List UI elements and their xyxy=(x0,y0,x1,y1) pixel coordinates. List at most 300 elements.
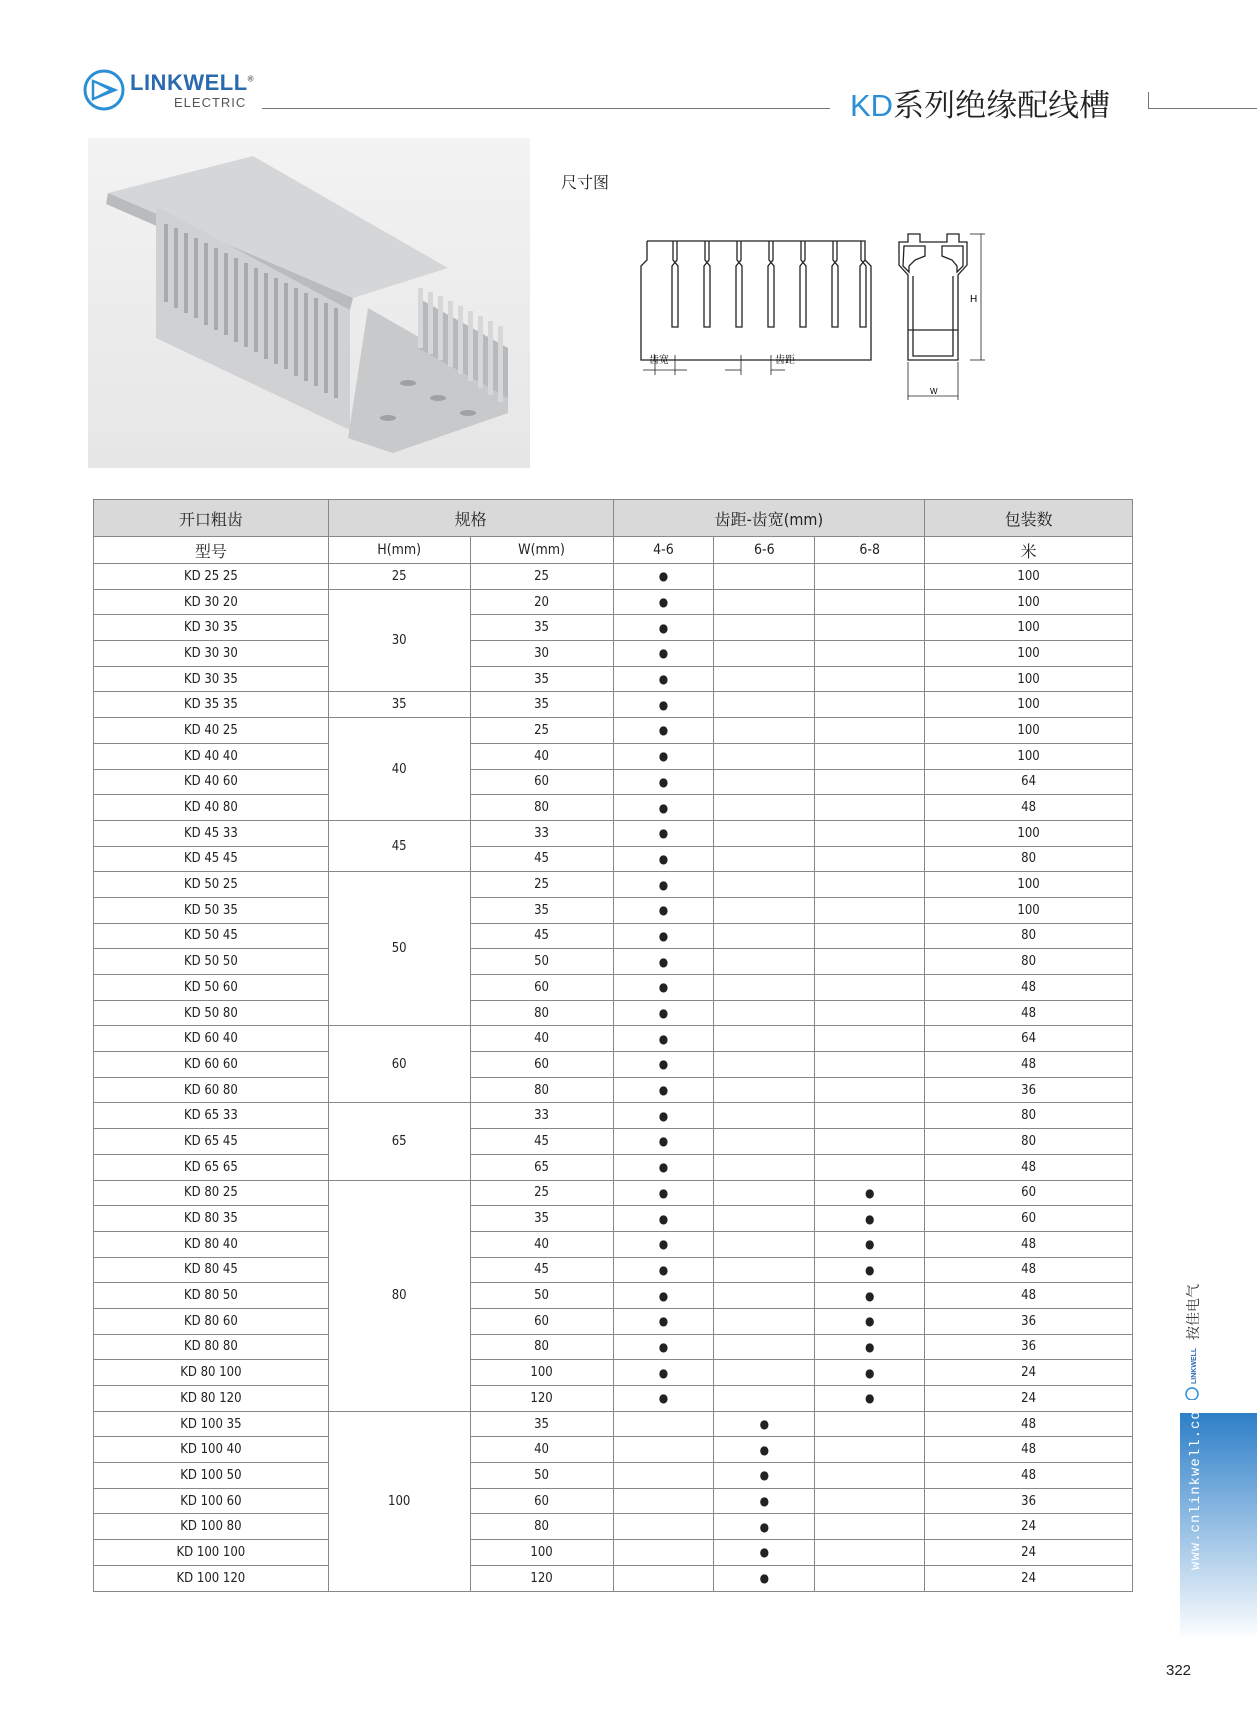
pitch-mark-cell xyxy=(714,1154,815,1180)
packing-qty-cell: 48 xyxy=(925,1463,1133,1489)
pitch-mark-cell: ● xyxy=(613,923,714,949)
pitch-mark-cell xyxy=(815,743,925,769)
model-cell: KD 60 80 xyxy=(94,1077,329,1103)
table-row xyxy=(94,923,1133,949)
pitch-mark-cell xyxy=(714,1360,815,1386)
pitch-mark-cell xyxy=(815,1437,925,1463)
packing-qty-cell: 80 xyxy=(925,1129,1133,1155)
col-width: W(mm) xyxy=(470,537,613,564)
pitch-mark-cell xyxy=(613,1514,714,1540)
height-cell: 35 xyxy=(328,692,470,718)
width-cell: 60 xyxy=(470,1308,613,1334)
header-rule-right xyxy=(1148,108,1257,109)
pitch-mark-cell: ● xyxy=(613,795,714,821)
model-cell: KD 35 35 xyxy=(94,692,329,718)
pitch-mark-cell: ● xyxy=(613,897,714,923)
col-meters: 米 xyxy=(925,537,1133,564)
width-cell: 30 xyxy=(470,641,613,667)
pitch-mark-cell: ● xyxy=(613,1283,714,1309)
model-cell: KD 30 35 xyxy=(94,666,329,692)
pitch-mark-cell: ● xyxy=(815,1257,925,1283)
website-url[interactable]: www.cnlinkwell.com xyxy=(1188,1400,1204,1570)
pitch-mark-cell: ● xyxy=(714,1540,815,1566)
height-cell: 65 xyxy=(328,1103,470,1180)
height-cell: 45 xyxy=(328,820,470,871)
pitch-mark-cell: ● xyxy=(714,1565,815,1591)
model-cell: KD 50 50 xyxy=(94,949,329,975)
pitch-mark-cell: ● xyxy=(815,1386,925,1412)
model-cell: KD 65 33 xyxy=(94,1103,329,1129)
width-cell: 25 xyxy=(470,564,613,590)
packing-qty-cell: 48 xyxy=(925,1154,1133,1180)
pitch-mark-cell: ● xyxy=(613,1154,714,1180)
pitch-mark-cell xyxy=(815,718,925,744)
width-cell: 33 xyxy=(470,820,613,846)
pitch-mark-cell xyxy=(815,872,925,898)
packing-qty-cell: 48 xyxy=(925,1231,1133,1257)
width-cell: 35 xyxy=(470,1411,613,1437)
width-cell: 100 xyxy=(470,1540,613,1566)
model-cell: KD 45 33 xyxy=(94,820,329,846)
pitch-mark-cell xyxy=(815,1000,925,1026)
pitch-mark-cell: ● xyxy=(613,975,714,1001)
table-row xyxy=(94,1360,1133,1386)
pitch-mark-cell xyxy=(815,1154,925,1180)
width-label: W xyxy=(930,387,938,396)
table-row xyxy=(94,1540,1133,1566)
spec-table xyxy=(93,499,1133,1592)
width-cell: 40 xyxy=(470,1231,613,1257)
table-row xyxy=(94,897,1133,923)
model-cell: KD 50 35 xyxy=(94,897,329,923)
width-cell: 65 xyxy=(470,1154,613,1180)
pitch-mark-cell: ● xyxy=(613,615,714,641)
pitch-mark-cell xyxy=(714,718,815,744)
table-row xyxy=(94,1206,1133,1232)
model-cell: KD 80 25 xyxy=(94,1180,329,1206)
pitch-mark-cell xyxy=(714,589,815,615)
model-cell: KD 80 60 xyxy=(94,1308,329,1334)
pitch-mark-cell: ● xyxy=(613,1000,714,1026)
pitch-mark-cell xyxy=(714,1129,815,1155)
table-row xyxy=(94,1231,1133,1257)
pitch-mark-cell: ● xyxy=(613,692,714,718)
pitch-mark-cell xyxy=(815,1411,925,1437)
pitch-mark-cell xyxy=(714,872,815,898)
packing-qty-cell: 64 xyxy=(925,1026,1133,1052)
model-cell: KD 100 120 xyxy=(94,1565,329,1591)
pitch-mark-cell xyxy=(714,1308,815,1334)
pitch-mark-cell xyxy=(815,1103,925,1129)
table-row xyxy=(94,1052,1133,1078)
pitch-mark-cell xyxy=(714,769,815,795)
table-row xyxy=(94,615,1133,641)
pitch-mark-cell xyxy=(815,846,925,872)
model-cell: KD 50 80 xyxy=(94,1000,329,1026)
pitch-mark-cell xyxy=(815,1565,925,1591)
width-cell: 20 xyxy=(470,589,613,615)
table-row xyxy=(94,1514,1133,1540)
pitch-mark-cell: ● xyxy=(613,1308,714,1334)
model-cell: KD 65 65 xyxy=(94,1154,329,1180)
pitch-mark-cell xyxy=(714,1386,815,1412)
width-cell: 40 xyxy=(470,743,613,769)
pitch-mark-cell xyxy=(714,641,815,667)
width-cell: 80 xyxy=(470,1334,613,1360)
pitch-mark-cell xyxy=(714,564,815,590)
table-row xyxy=(94,1411,1133,1437)
pitch-mark-cell: ● xyxy=(613,1360,714,1386)
width-cell: 50 xyxy=(470,1463,613,1489)
model-cell: KD 30 20 xyxy=(94,589,329,615)
pitch-mark-cell xyxy=(815,795,925,821)
table-row xyxy=(94,1565,1133,1591)
pitch-mark-cell: ● xyxy=(815,1206,925,1232)
pitch-mark-cell xyxy=(714,975,815,1001)
pitch-mark-cell xyxy=(714,1283,815,1309)
pitch-mark-cell: ● xyxy=(613,1052,714,1078)
pitch-mark-cell: ● xyxy=(613,1257,714,1283)
packing-qty-cell: 24 xyxy=(925,1386,1133,1412)
col-group-spec: 规格 xyxy=(328,500,613,537)
height-cell: 25 xyxy=(328,564,470,590)
model-cell: KD 80 120 xyxy=(94,1386,329,1412)
model-cell: KD 25 25 xyxy=(94,564,329,590)
height-cell: 40 xyxy=(328,718,470,821)
pitch-mark-cell xyxy=(714,1206,815,1232)
width-cell: 35 xyxy=(470,692,613,718)
model-cell: KD 80 100 xyxy=(94,1360,329,1386)
pitch-mark-cell xyxy=(815,769,925,795)
model-cell: KD 100 100 xyxy=(94,1540,329,1566)
pitch-mark-cell xyxy=(815,923,925,949)
pitch-mark-cell: ● xyxy=(613,769,714,795)
pitch-mark-cell: ● xyxy=(714,1514,815,1540)
width-cell: 120 xyxy=(470,1565,613,1591)
height-cell: 60 xyxy=(328,1026,470,1103)
tooth-width-label: 齿宽 xyxy=(649,355,669,366)
packing-qty-cell: 60 xyxy=(925,1206,1133,1232)
model-cell: KD 50 25 xyxy=(94,872,329,898)
pitch-mark-cell: ● xyxy=(815,1231,925,1257)
packing-qty-cell: 36 xyxy=(925,1334,1133,1360)
model-cell: KD 100 40 xyxy=(94,1437,329,1463)
pitch-mark-cell: ● xyxy=(613,1231,714,1257)
table-row xyxy=(94,1026,1133,1052)
model-cell: KD 40 60 xyxy=(94,769,329,795)
table-row xyxy=(94,846,1133,872)
packing-qty-cell: 48 xyxy=(925,975,1133,1001)
page-number: 322 xyxy=(1166,1662,1192,1679)
pitch-mark-cell xyxy=(815,1077,925,1103)
model-cell: KD 50 45 xyxy=(94,923,329,949)
width-cell: 50 xyxy=(470,949,613,975)
table-row xyxy=(94,641,1133,667)
width-cell: 45 xyxy=(470,1129,613,1155)
table-row xyxy=(94,589,1133,615)
model-cell: KD 30 30 xyxy=(94,641,329,667)
width-cell: 60 xyxy=(470,769,613,795)
brand-name: LINKWELL® xyxy=(130,70,255,95)
width-cell: 80 xyxy=(470,795,613,821)
pitch-mark-cell xyxy=(714,1077,815,1103)
packing-qty-cell: 48 xyxy=(925,1052,1133,1078)
pitch-mark-cell xyxy=(815,589,925,615)
packing-qty-cell: 80 xyxy=(925,923,1133,949)
pitch-mark-cell xyxy=(714,846,815,872)
packing-qty-cell: 100 xyxy=(925,820,1133,846)
pitch-mark-cell xyxy=(815,1488,925,1514)
width-cell: 45 xyxy=(470,923,613,949)
brand-logo xyxy=(82,68,262,114)
packing-qty-cell: 100 xyxy=(925,897,1133,923)
col-model: 型号 xyxy=(94,537,329,564)
model-cell: KD 40 25 xyxy=(94,718,329,744)
height-cell: 100 xyxy=(328,1411,470,1591)
packing-qty-cell: 100 xyxy=(925,718,1133,744)
packing-qty-cell: 80 xyxy=(925,1103,1133,1129)
pitch-mark-cell: ● xyxy=(613,949,714,975)
table-row xyxy=(94,769,1133,795)
model-cell: KD 40 40 xyxy=(94,743,329,769)
width-cell: 35 xyxy=(470,666,613,692)
side-brand-cn: 按佳电气 xyxy=(1186,1284,1202,1340)
height-cell: 80 xyxy=(328,1180,470,1411)
packing-qty-cell: 48 xyxy=(925,1283,1133,1309)
table-row xyxy=(94,1077,1133,1103)
pitch-mark-cell: ● xyxy=(714,1463,815,1489)
table-row xyxy=(94,1129,1133,1155)
table-row xyxy=(94,692,1133,718)
col-group-pitch: 齿距-齿宽(mm) xyxy=(613,500,925,537)
pitch-mark-cell: ● xyxy=(613,718,714,744)
pitch-mark-cell: ● xyxy=(613,589,714,615)
model-cell: KD 40 80 xyxy=(94,795,329,821)
model-cell: KD 80 35 xyxy=(94,1206,329,1232)
width-cell: 60 xyxy=(470,1488,613,1514)
pitch-mark-cell xyxy=(815,975,925,1001)
table-row xyxy=(94,872,1133,898)
width-cell: 25 xyxy=(470,1180,613,1206)
pitch-mark-cell xyxy=(714,1052,815,1078)
model-cell: KD 80 40 xyxy=(94,1231,329,1257)
packing-qty-cell: 36 xyxy=(925,1488,1133,1514)
pitch-mark-cell xyxy=(613,1463,714,1489)
table-row xyxy=(94,1463,1133,1489)
table-row xyxy=(94,975,1133,1001)
brand-subtitle: ELECTRIC xyxy=(174,95,247,110)
table-header-group-row xyxy=(94,500,1133,537)
pitch-mark-cell xyxy=(815,949,925,975)
model-cell: KD 80 50 xyxy=(94,1283,329,1309)
pitch-mark-cell xyxy=(815,641,925,667)
packing-qty-cell: 24 xyxy=(925,1565,1133,1591)
pitch-mark-cell xyxy=(815,1052,925,1078)
table-row xyxy=(94,1308,1133,1334)
pitch-mark-cell xyxy=(613,1437,714,1463)
pitch-mark-cell xyxy=(714,1231,815,1257)
pitch-mark-cell: ● xyxy=(613,1386,714,1412)
col-pitch-4-6: 4-6 xyxy=(613,537,714,564)
table-row xyxy=(94,666,1133,692)
page-title xyxy=(850,80,1110,125)
pitch-mark-cell xyxy=(815,820,925,846)
pitch-mark-cell: ● xyxy=(613,872,714,898)
width-cell: 60 xyxy=(470,1052,613,1078)
table-row xyxy=(94,1180,1133,1206)
packing-qty-cell: 80 xyxy=(925,949,1133,975)
pitch-mark-cell xyxy=(815,1463,925,1489)
pitch-mark-cell: ● xyxy=(815,1334,925,1360)
table-row xyxy=(94,949,1133,975)
width-cell: 40 xyxy=(470,1026,613,1052)
pitch-mark-cell xyxy=(714,666,815,692)
packing-qty-cell: 100 xyxy=(925,692,1133,718)
table-row xyxy=(94,1257,1133,1283)
width-cell: 60 xyxy=(470,975,613,1001)
tooth-pitch-label: 齿距 xyxy=(775,355,795,366)
width-cell: 40 xyxy=(470,1437,613,1463)
packing-qty-cell: 100 xyxy=(925,641,1133,667)
spec-table-body xyxy=(94,564,1133,1592)
pitch-mark-cell xyxy=(815,666,925,692)
pitch-mark-cell xyxy=(714,949,815,975)
pitch-mark-cell xyxy=(613,1411,714,1437)
table-row xyxy=(94,1000,1133,1026)
pitch-mark-cell xyxy=(714,692,815,718)
width-cell: 50 xyxy=(470,1283,613,1309)
table-row xyxy=(94,1154,1133,1180)
width-cell: 25 xyxy=(470,872,613,898)
width-cell: 120 xyxy=(470,1386,613,1412)
col-group-opening: 开口粗齿 xyxy=(94,500,329,537)
pitch-mark-cell: ● xyxy=(613,564,714,590)
packing-qty-cell: 100 xyxy=(925,564,1133,590)
model-cell: KD 100 50 xyxy=(94,1463,329,1489)
packing-qty-cell: 24 xyxy=(925,1514,1133,1540)
packing-qty-cell: 100 xyxy=(925,589,1133,615)
height-cell: 30 xyxy=(328,589,470,692)
table-row xyxy=(94,820,1133,846)
pitch-mark-cell xyxy=(714,1026,815,1052)
pitch-mark-cell xyxy=(815,564,925,590)
pitch-mark-cell: ● xyxy=(613,1206,714,1232)
pitch-mark-cell xyxy=(815,615,925,641)
table-row xyxy=(94,1386,1133,1412)
packing-qty-cell: 64 xyxy=(925,769,1133,795)
packing-qty-cell: 36 xyxy=(925,1308,1133,1334)
title-bracket xyxy=(1148,92,1149,109)
width-cell: 80 xyxy=(470,1077,613,1103)
pitch-mark-cell xyxy=(714,743,815,769)
header-rule-left xyxy=(262,108,830,109)
pitch-mark-cell xyxy=(815,1514,925,1540)
width-cell: 80 xyxy=(470,1514,613,1540)
col-group-packing: 包装数 xyxy=(925,500,1133,537)
dimension-diagram xyxy=(625,230,1070,445)
model-cell: KD 100 35 xyxy=(94,1411,329,1437)
model-cell: KD 30 35 xyxy=(94,615,329,641)
table-row xyxy=(94,1103,1133,1129)
packing-qty-cell: 48 xyxy=(925,795,1133,821)
packing-qty-cell: 48 xyxy=(925,1437,1133,1463)
pitch-mark-cell: ● xyxy=(815,1360,925,1386)
pitch-mark-cell: ● xyxy=(613,1103,714,1129)
pitch-mark-cell xyxy=(714,1000,815,1026)
model-cell: KD 50 60 xyxy=(94,975,329,1001)
table-header-row xyxy=(94,537,1133,564)
side-brand-latin: LINKWELL xyxy=(1191,1347,1198,1384)
model-cell: KD 80 80 xyxy=(94,1334,329,1360)
height-label: H xyxy=(970,294,978,305)
series-code: KD xyxy=(850,88,894,123)
table-row xyxy=(94,1334,1133,1360)
width-cell: 100 xyxy=(470,1360,613,1386)
series-title-text: 系列绝缘配线槽 xyxy=(893,88,1111,124)
packing-qty-cell: 100 xyxy=(925,743,1133,769)
model-cell: KD 60 60 xyxy=(94,1052,329,1078)
pitch-mark-cell: ● xyxy=(815,1308,925,1334)
width-cell: 45 xyxy=(470,846,613,872)
pitch-mark-cell xyxy=(613,1540,714,1566)
width-cell: 33 xyxy=(470,1103,613,1129)
packing-qty-cell: 36 xyxy=(925,1077,1133,1103)
packing-qty-cell: 48 xyxy=(925,1411,1133,1437)
pitch-mark-cell xyxy=(815,1129,925,1155)
diagram-title: 尺寸图 xyxy=(561,173,610,192)
pitch-mark-cell: ● xyxy=(613,743,714,769)
table-row xyxy=(94,718,1133,744)
pitch-mark-cell xyxy=(714,923,815,949)
pitch-mark-cell: ● xyxy=(613,846,714,872)
table-row xyxy=(94,1283,1133,1309)
packing-qty-cell: 48 xyxy=(925,1000,1133,1026)
model-cell: KD 65 45 xyxy=(94,1129,329,1155)
table-row xyxy=(94,1437,1133,1463)
packing-qty-cell: 60 xyxy=(925,1180,1133,1206)
packing-qty-cell: 100 xyxy=(925,615,1133,641)
pitch-mark-cell: ● xyxy=(613,1077,714,1103)
packing-qty-cell: 100 xyxy=(925,666,1133,692)
pitch-mark-cell xyxy=(613,1565,714,1591)
side-brand xyxy=(1176,1270,1206,1400)
pitch-mark-cell xyxy=(714,1180,815,1206)
pitch-mark-cell: ● xyxy=(613,1334,714,1360)
model-cell: KD 100 60 xyxy=(94,1488,329,1514)
pitch-mark-cell xyxy=(714,1103,815,1129)
pitch-mark-cell: ● xyxy=(714,1437,815,1463)
model-cell: KD 80 45 xyxy=(94,1257,329,1283)
pitch-mark-cell xyxy=(714,1257,815,1283)
pitch-mark-cell xyxy=(815,1026,925,1052)
pitch-mark-cell: ● xyxy=(714,1411,815,1437)
product-photo xyxy=(88,138,530,468)
width-cell: 35 xyxy=(470,1206,613,1232)
width-cell: 35 xyxy=(470,897,613,923)
pitch-mark-cell: ● xyxy=(613,666,714,692)
packing-qty-cell: 48 xyxy=(925,1257,1133,1283)
pitch-mark-cell: ● xyxy=(613,1026,714,1052)
table-row xyxy=(94,1488,1133,1514)
pitch-mark-cell: ● xyxy=(613,820,714,846)
pitch-mark-cell: ● xyxy=(815,1283,925,1309)
pitch-mark-cell xyxy=(714,615,815,641)
pitch-mark-cell xyxy=(815,897,925,923)
col-height: H(mm) xyxy=(328,537,470,564)
pitch-mark-cell xyxy=(613,1488,714,1514)
table-row xyxy=(94,564,1133,590)
packing-qty-cell: 100 xyxy=(925,872,1133,898)
